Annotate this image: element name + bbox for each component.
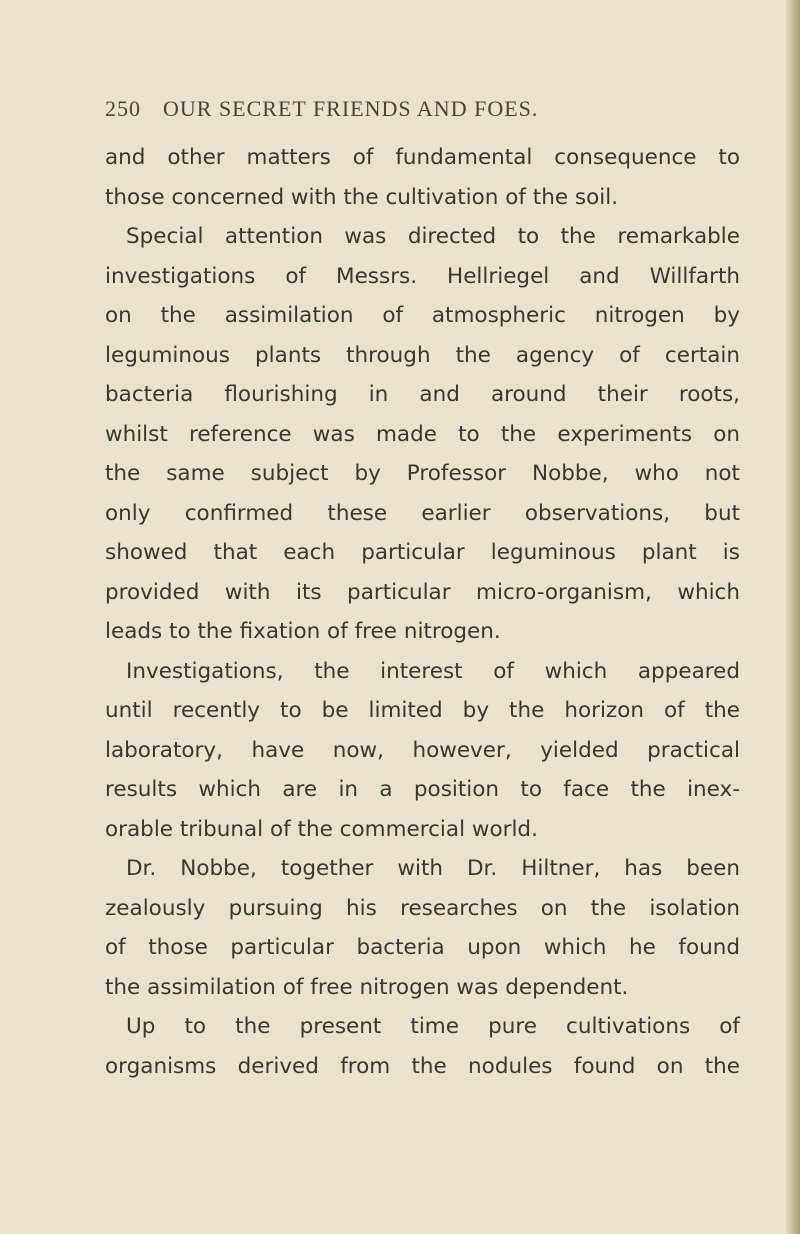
text-line: bacteria flourishing in and around their roots, xyxy=(105,382,740,407)
running-head xyxy=(105,96,538,122)
text-line: leads to the fixation of free nitrogen. xyxy=(105,619,501,644)
text-line: the same subject by Professor Nobbe, who not xyxy=(105,461,740,486)
page-number: 250 xyxy=(105,96,141,121)
text-line: only confirmed these earlier observations, but xyxy=(105,500,740,526)
text-line: showed that each particular leguminous plant is xyxy=(105,540,740,565)
text-line: on the assimilation of atmospheric nitrogen by xyxy=(105,303,740,328)
body-text xyxy=(105,138,740,1086)
text-line: Dr. Nobbe, together with Dr. Hiltner, has been xyxy=(126,856,740,881)
text-line: laboratory, have now, however, yielded practical xyxy=(105,737,740,763)
text-line: whilst reference was made to the experiments on xyxy=(105,421,740,447)
text-line: those concerned with the cultivation of the soil. xyxy=(105,184,619,210)
text-line: leguminous plants through the agency of certain xyxy=(105,342,740,368)
text-line: until recently to be limited by the horizon of the xyxy=(105,698,740,723)
text-line: investigations of Messrs. Hellriegel and Willfarth xyxy=(105,263,740,289)
text-line: Investigations, the interest of which appeared xyxy=(126,658,740,684)
text-line: the assimilation of free nitrogen was dependent. xyxy=(105,974,629,1000)
running-title: OUR SECRET FRIENDS AND FOES. xyxy=(163,96,539,121)
text-line: results which are in a position to face the inex- xyxy=(105,777,740,802)
text-line: organisms derived from the nodules found on the xyxy=(105,1053,740,1079)
text-line: zealously pursuing his researches on the isolation xyxy=(105,895,740,921)
text-line: of those particular bacteria upon which he found xyxy=(105,935,740,960)
text-line: Up to the present time pure cultivations of xyxy=(126,1014,740,1039)
text-line: and other matters of fundamental consequence to xyxy=(105,145,740,170)
text-line: orable tribunal of the commercial world. xyxy=(105,816,538,842)
text-line: Special attention was directed to the remarkable xyxy=(126,224,740,249)
text-line: provided with its particular micro-organism, which xyxy=(105,579,740,605)
page-edge-shadow xyxy=(786,0,800,1234)
